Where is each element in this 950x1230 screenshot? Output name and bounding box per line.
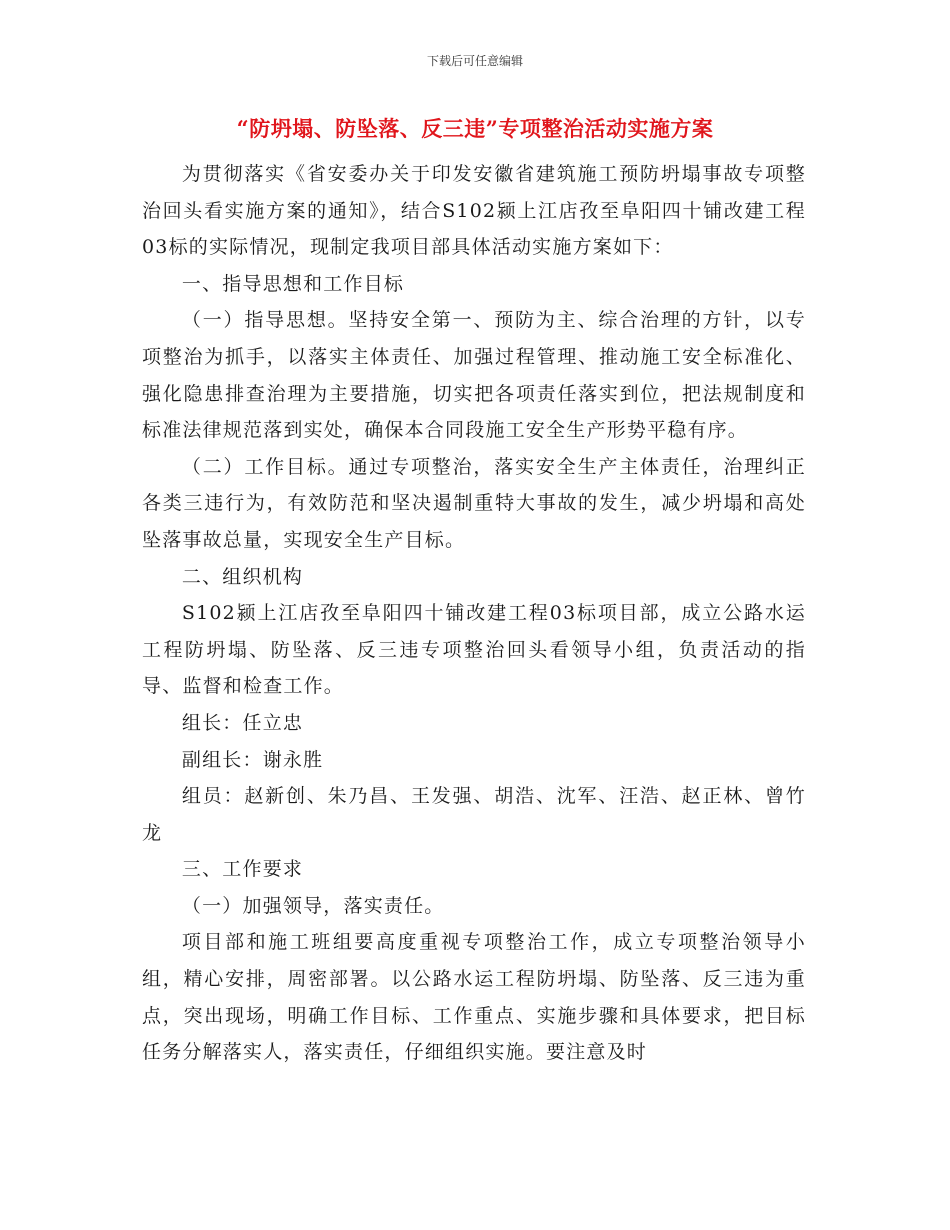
paragraph-requirements: 项目部和施工班组要高度重视专项整治工作，成立专项整治领导小组，精心安排，周密部署。以公路水运工程防坍塌、防坠落、反三违为重点，突出现场，明确工作目标、工作重点、实施步骤和具体要求，把目标任务分解落实人，落实责任，仔细组织实施。要注意及时 [142,931,806,1064]
paragraph-deputy-leader: 副组长：谢永胜 [181,748,324,771]
section-heading-1: 一、指导思想和工作目标 [181,272,405,295]
paragraph-organization: S102颍上江店孜至阜阳四十铺改建工程03标项目部，成立公路水运工程防坍塌、防坠落、反三违专项整治回头看领导小组，负责活动的指导、监督和检查工作。 [142,602,806,698]
paragraph-work-goals: （二）工作目标。通过专项整治，落实安全生产主体责任，治理纠正各类三违行为，有效防范和坚决遏制重特大事故的发生，减少坍塌和高处坠落事故总量，实现安全生产目标。 [142,455,806,551]
section-heading-2: 二、组织机构 [181,565,304,588]
document-title: “防坍塌、防坠落、反三违”专项整治活动实施方案 [236,116,714,141]
document-body [142,156,806,1071]
paragraph-guiding-ideology: （一）指导思想。坚持安全第一、预防为主、综合治理的方针，以专项整治为抓手，以落实主体责任、加强过程管理、推动施工安全标准化、强化隐患排查治理为主要措施，切实把各项责任落实到位，把法规制度和标准法律规范落到实处，确保本合同段施工安全生产形势平稳有序。 [142,309,806,442]
section-heading-3: 三、工作要求 [181,858,304,881]
paragraph-team-leader: 组长：任立忠 [181,711,304,734]
paragraph-intro: 为贯彻落实《省安委办关于印发安徽省建筑施工预防坍塌事故专项整治回头看实施方案的通知》，结合S102颍上江店孜至阜阳四十铺改建工程03标的实际情况，现制定我项目部具体活动实施方案如下： [142,163,806,259]
subsection-heading-1: （一）加强领导，落实责任。 [181,894,445,917]
header-note: 下载后可任意编辑 [426,54,523,68]
paragraph-team-members: 组员：赵新创、朱乃昌、王发强、胡浩、沈军、汪浩、赵正林、曾竹龙 [142,785,806,844]
